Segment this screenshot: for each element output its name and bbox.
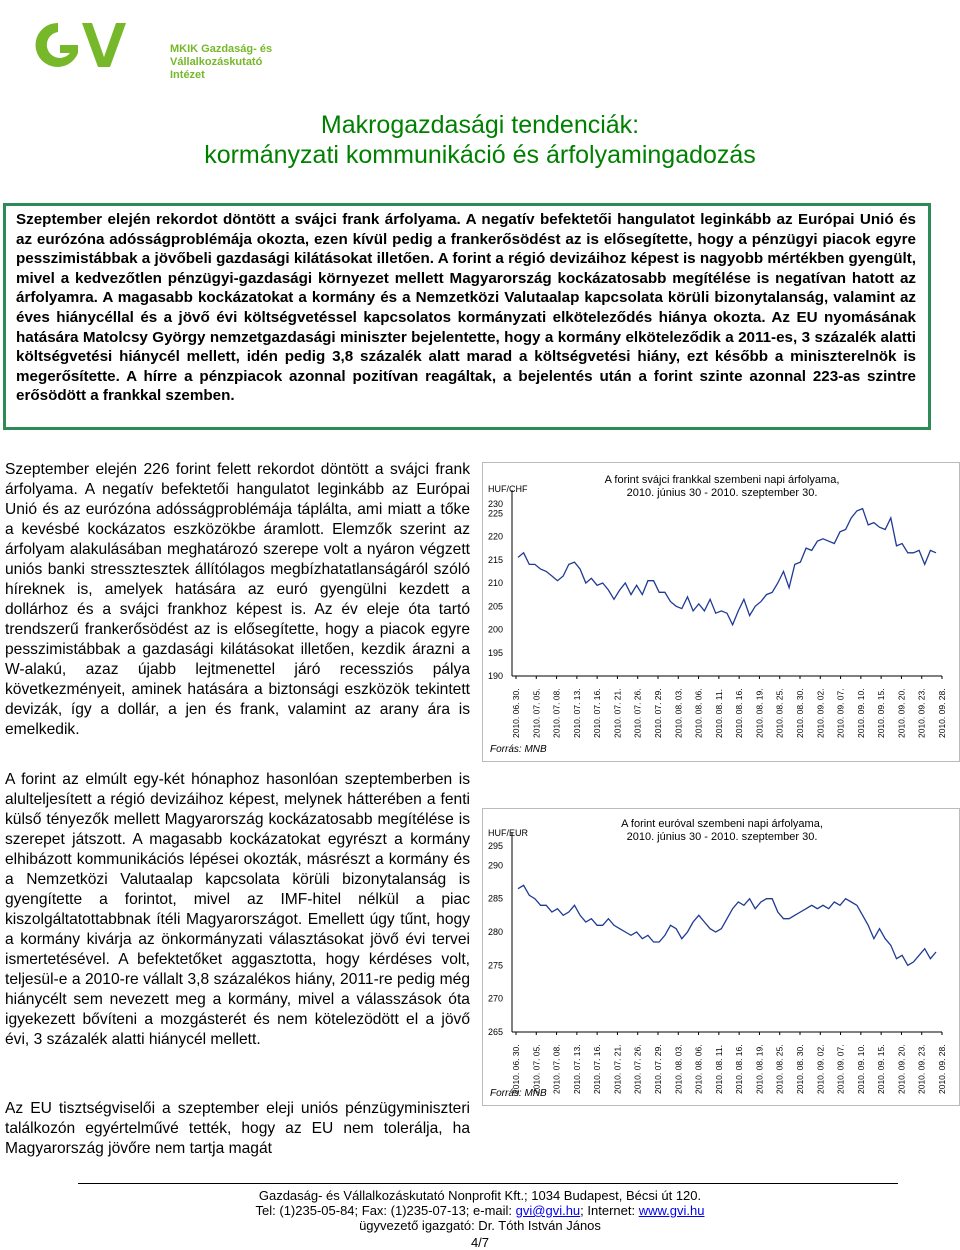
footer-email-link[interactable]: gvi@gvi.hu <box>515 1203 581 1218</box>
x-tick-label: 2010. 07. 26. <box>632 688 643 738</box>
x-tick-label: 2010. 08. 25. <box>774 1044 785 1094</box>
x-tick-label: 2010. 07. 29. <box>653 1044 663 1094</box>
x-tick-label: 2010. 08. 25. <box>774 688 785 738</box>
x-tick-label: 2010. 06. 30. <box>511 688 521 738</box>
x-tick-label: 2010. 08. 30. <box>795 1044 805 1094</box>
logo-text-line-2: Vállalkozáskutató Intézet <box>170 56 263 81</box>
footer-address: Gazdaság- és Vállalkozáskutató Nonprofit Kft.; 1034 Budapest, Bécsi út 120. <box>258 1188 702 1203</box>
x-tick-label: 2010. 09. 02. <box>815 1044 826 1094</box>
x-tick-label: 2010. 07. 26. <box>632 1044 643 1094</box>
page-title-line-2: kormányzati kommunikáció és árfolyamingadozás <box>204 141 756 169</box>
x-tick-label: 2010. 09. 28. <box>937 688 947 738</box>
x-tick-label: 2010. 08. 11. <box>713 1045 724 1094</box>
gvi-logo <box>30 5 280 81</box>
chart-title: A forint euróval szembeni napi árfolyama, <box>621 818 823 830</box>
y-tick-label: 200 <box>488 624 504 635</box>
x-tick-label: 2010. 08. 16. <box>734 688 745 738</box>
chart-y-label: HUF/CHF <box>488 484 528 494</box>
x-tick-label: 2010. 09. 23. <box>916 1044 927 1094</box>
page-number: 4/7 <box>470 1235 490 1250</box>
x-tick-label: 2010. 07. 08. <box>551 1044 562 1094</box>
x-tick-label: 2010. 06. 30. <box>511 1044 521 1094</box>
x-tick-label: 2010. 09. 23. <box>916 688 927 738</box>
x-tick-label: 2010. 07. 16. <box>592 688 603 738</box>
x-tick-label: 2010. 09. 28. <box>937 1044 947 1094</box>
x-tick-label: 2010. 09. 02. <box>815 688 826 738</box>
x-tick-label: 2010. 07. 21. <box>612 688 623 738</box>
x-tick-label: 2010. 07. 29. <box>653 688 663 738</box>
x-tick-label: 2010. 08. 03. <box>673 688 684 738</box>
y-tick-label: 195 <box>488 647 504 658</box>
footer-website-link[interactable]: www.gvi.hu <box>638 1203 705 1218</box>
x-tick-label: 2010. 08. 06. <box>693 1044 704 1094</box>
footer-contact-mid: ; Internet: <box>580 1203 639 1218</box>
body-paragraph-1: Szeptember elején 226 forint felett rekordot döntött a svájci frank árfolyama. A negatív befektetői hangulatot leginkább az Európai Unió és az eurózóna adósságproblémája táplálta, ami miatt a tőke a kevésbé kockázatos eszközökbe áramlott. Elemzők szerint az árfolyam alakulásában meghatározó szerepe volt a nyáron végzett uniós banki stressztesztek állítólagos megbízhatatlanságáról szóló híreknek is, amelyek hatására az euró gyengülni kezdett a dollárhoz és a svájci frankhoz képest is. Az év eleje óta tartó trendszerű frankerősödést az is elősegítette, hogy a piacok egyre pesszimistábbak a gazdasági kilátásokat illetően, kezdik árazni a W-alakú, azaz újabb lejtmenettel járó recessziós pálya következményeit, aminek hatására a biztonsági eszközök tekintett devizák, így a dollár, a jen és frank, valamint az arany ára is emelkedik. <box>5 461 470 738</box>
x-tick-label: 2010. 09. 20. <box>896 688 907 738</box>
x-tick-label: 2010. 07. 13. <box>571 1044 582 1094</box>
x-tick-label: 2010. 08. 19. <box>754 1044 765 1094</box>
y-tick-label: 290 <box>488 860 504 871</box>
footer-contact <box>0 1203 960 1218</box>
x-tick-label: 2010. 09. 10. <box>855 688 866 738</box>
summary-box: Szeptember elején rekordot döntött a svájci frank árfolyama. A negatív befektetői hangulatot leginkább az Európai Unió és az eurózóna adósságproblémája okozta, ezen kívül pedig a frankerősödést az is elősegítette, hogy a pénzügyi piacok egyre pesszimistábbak a jövőbeli gazdasági kilátásokat illetően. A forint a régió devizáihoz képest is nagyobb mértékben gyengült, mivel a kedvezőtlen pénzügyi-gazdasági környezet mellett Magyarország kockázatosabb megítélése is negatívan hatott az árfolyamra. A magasabb kockázatokat a kormány és a Nemzetközi Valutaalap kapcsolata körüli bizonytalanság, valamint az éves hiánycéllal és a jövő évi költségvetéssel kapcsolatos kormányzati elköteleződés hiánya okozta. Az EU nyomásának hatására Matolcsy György nemzetgazdasági miniszter bejelentette, hogy a kormány elköteleződik a 2011-es, 3 százalék alatti költségvetési hiánycél mellett, idén pedig 3,8 százalék alatt marad a költségvetési hiány, ezt később a miniszterelnök is megerősítette. A hírre a pénzpiacok azonnal pozitívan reagáltak, a bejelentés után a forint szinte azonnal 223-as szintre erősödött a frankkal szemben. <box>3 203 931 430</box>
y-tick-label: 215 <box>488 554 504 565</box>
chart-subtitle: 2010. június 30 - 2010. szeptember 30. <box>626 831 818 843</box>
footer-contact-prefix: Tel: (1)235-05-84; Fax: (1)235-07-13; e-mail: <box>255 1203 516 1218</box>
x-tick-label: 2010. 09. 10. <box>855 1044 866 1094</box>
y-tick-label: 220 <box>488 531 504 542</box>
x-tick-label: 2010. 09. 20. <box>896 1044 907 1094</box>
x-tick-label: 2010. 08. 30. <box>795 688 805 738</box>
x-tick-label: 2010. 09. 07. <box>835 688 846 738</box>
x-tick-label: 2010. 07. 16. <box>592 1044 603 1094</box>
y-tick-label: 280 <box>488 927 504 937</box>
x-tick-label: 2010. 08. 16. <box>734 1044 745 1094</box>
chart-source: Forrás: MNB <box>490 1088 547 1099</box>
y-tick-label: 270 <box>488 993 504 1004</box>
y-tick-label: 285 <box>488 893 504 904</box>
y-tick-label: 205 <box>488 601 504 612</box>
body-paragraph-2: A forint az elmúlt egy-két hónaphoz hasonlóan szeptemberben is alulteljesített a régió devizáihoz képest, melynek hátterében a fenti külső tényezők mellett Magyarország kockázatosabb megítélése is szerepet játszott. A magasabb kockázatokat egyrészt a kormány elhibázott kommunikációs lépései okozták, másrészt a kormány és a Nemzetközi Valutaalap kapcsolata körüli bizonytalanság is gyengítette a forintot, mivel az IMF-hitel nélkül a piac kiszolgáltatottabbnak ítéli Magyarországot. Emellett úgy tűnt, hogy a kormány kivárja az önkormányzati választásokat jövő évi tervei ismertetésével. A befektetőket aggasztotta, hogy kérdéses volt, teljesül-e a 2010-re vállalt 3,8 százalékos hiány, 2011-re pedig még hiánycélt sem nevezett meg a kormány, mivel a válasszások óta igyekezett bővíteni a mozgásterét és nem kötelezödött el a jövő évi, 3 százalék alatti hiánycél mellett. <box>5 771 470 1048</box>
logo-text-line-1: MKIK Gazdaság- és <box>170 43 273 55</box>
x-tick-label: 2010. 07. 21. <box>612 1044 623 1094</box>
x-tick-label: 2010. 09. 15. <box>876 1044 887 1094</box>
x-tick-label: 2010. 08. 11. <box>713 689 724 738</box>
x-tick-label: 2010. 07. 05. <box>531 1044 542 1094</box>
x-tick-label: 2010. 07. 08. <box>551 688 562 738</box>
x-tick-label: 2010. 08. 03. <box>673 1044 684 1094</box>
chart-y-label: HUF/EUR <box>488 828 528 838</box>
x-tick-label: 2010. 09. 15. <box>876 688 887 738</box>
x-tick-label: 2010. 07. 05. <box>531 688 542 738</box>
x-tick-label: 2010. 08. 19. <box>754 688 765 738</box>
x-tick-label: 2010. 08. 06. <box>693 688 704 738</box>
y-tick-label: 230 <box>488 499 504 509</box>
body-paragraph-3: Az EU tisztségviselői a szeptember eleji uniós pénzügyminiszteri találkozón egyértelművé tették, hogy az EU nem tolerálja, ha Magyarország jövőre nem tartja magát <box>5 1100 470 1157</box>
chart-title: A forint svájci frankkal szembeni napi árfolyama, <box>604 474 840 486</box>
y-tick-label: 295 <box>488 841 504 851</box>
footer-director: ügyvezető igazgató: Dr. Tóth István János <box>359 1218 601 1233</box>
chart-subtitle: 2010. június 30 - 2010. szeptember 30. <box>626 487 818 499</box>
y-tick-label: 265 <box>488 1027 504 1037</box>
eur-exchange-rate-chart <box>482 808 960 1106</box>
footer-divider <box>78 1183 898 1184</box>
y-tick-label: 225 <box>488 508 504 519</box>
x-tick-label: 2010. 07. 13. <box>571 688 582 738</box>
page-title-line-1: Makrogazdasági tendenciák: <box>320 111 640 139</box>
y-tick-label: 210 <box>488 578 504 588</box>
y-tick-label: 275 <box>488 960 504 971</box>
x-tick-label: 2010. 09. 07. <box>835 1044 846 1094</box>
chart-source: Forrás: MNB <box>490 744 547 755</box>
y-tick-label: 190 <box>488 671 504 681</box>
chf-exchange-rate-chart <box>482 462 960 762</box>
logo-caption <box>170 43 280 82</box>
